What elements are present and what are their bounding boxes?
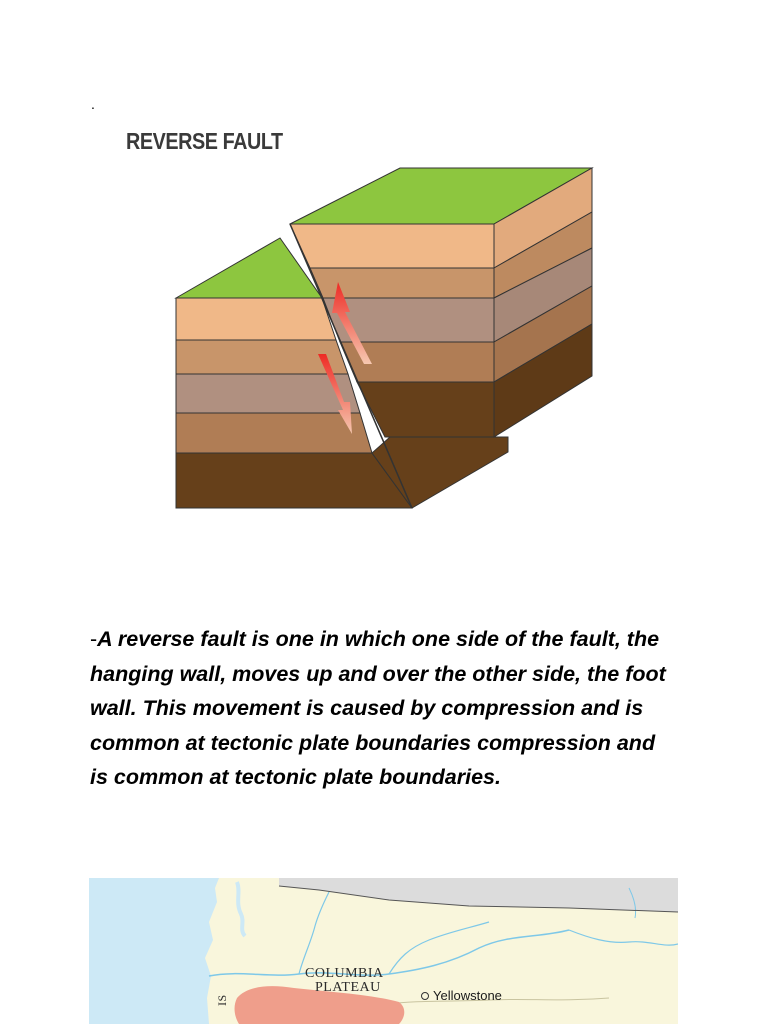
map-label-plateau: PLATEAU xyxy=(315,980,381,995)
paragraph-text: A reverse fault is one in which one side of the fault, the hanging wall, moves up and over the other side, the foot wall. This movement is caused by compression and is common at tectonic plate boundaries compression and is common at tectonic plate boundaries. xyxy=(90,627,666,789)
description-paragraph xyxy=(90,622,670,795)
map-label-columbia: COLUMBIA xyxy=(305,966,384,981)
footwall-layer-4 xyxy=(176,413,372,453)
map-base xyxy=(89,878,678,1024)
hanging-layer-1 xyxy=(290,224,494,268)
footwall-layer-1 xyxy=(176,298,336,340)
footwall-layer-5 xyxy=(176,453,412,508)
map-label-yellowstone: Yellowstone xyxy=(433,988,502,1003)
paragraph-dash: - xyxy=(90,627,98,651)
map-edge-text: IS xyxy=(215,994,229,1006)
diagram-title: REVERSE FAULT xyxy=(126,128,283,154)
stray-mark: . xyxy=(91,96,95,112)
map-image xyxy=(89,878,678,1024)
